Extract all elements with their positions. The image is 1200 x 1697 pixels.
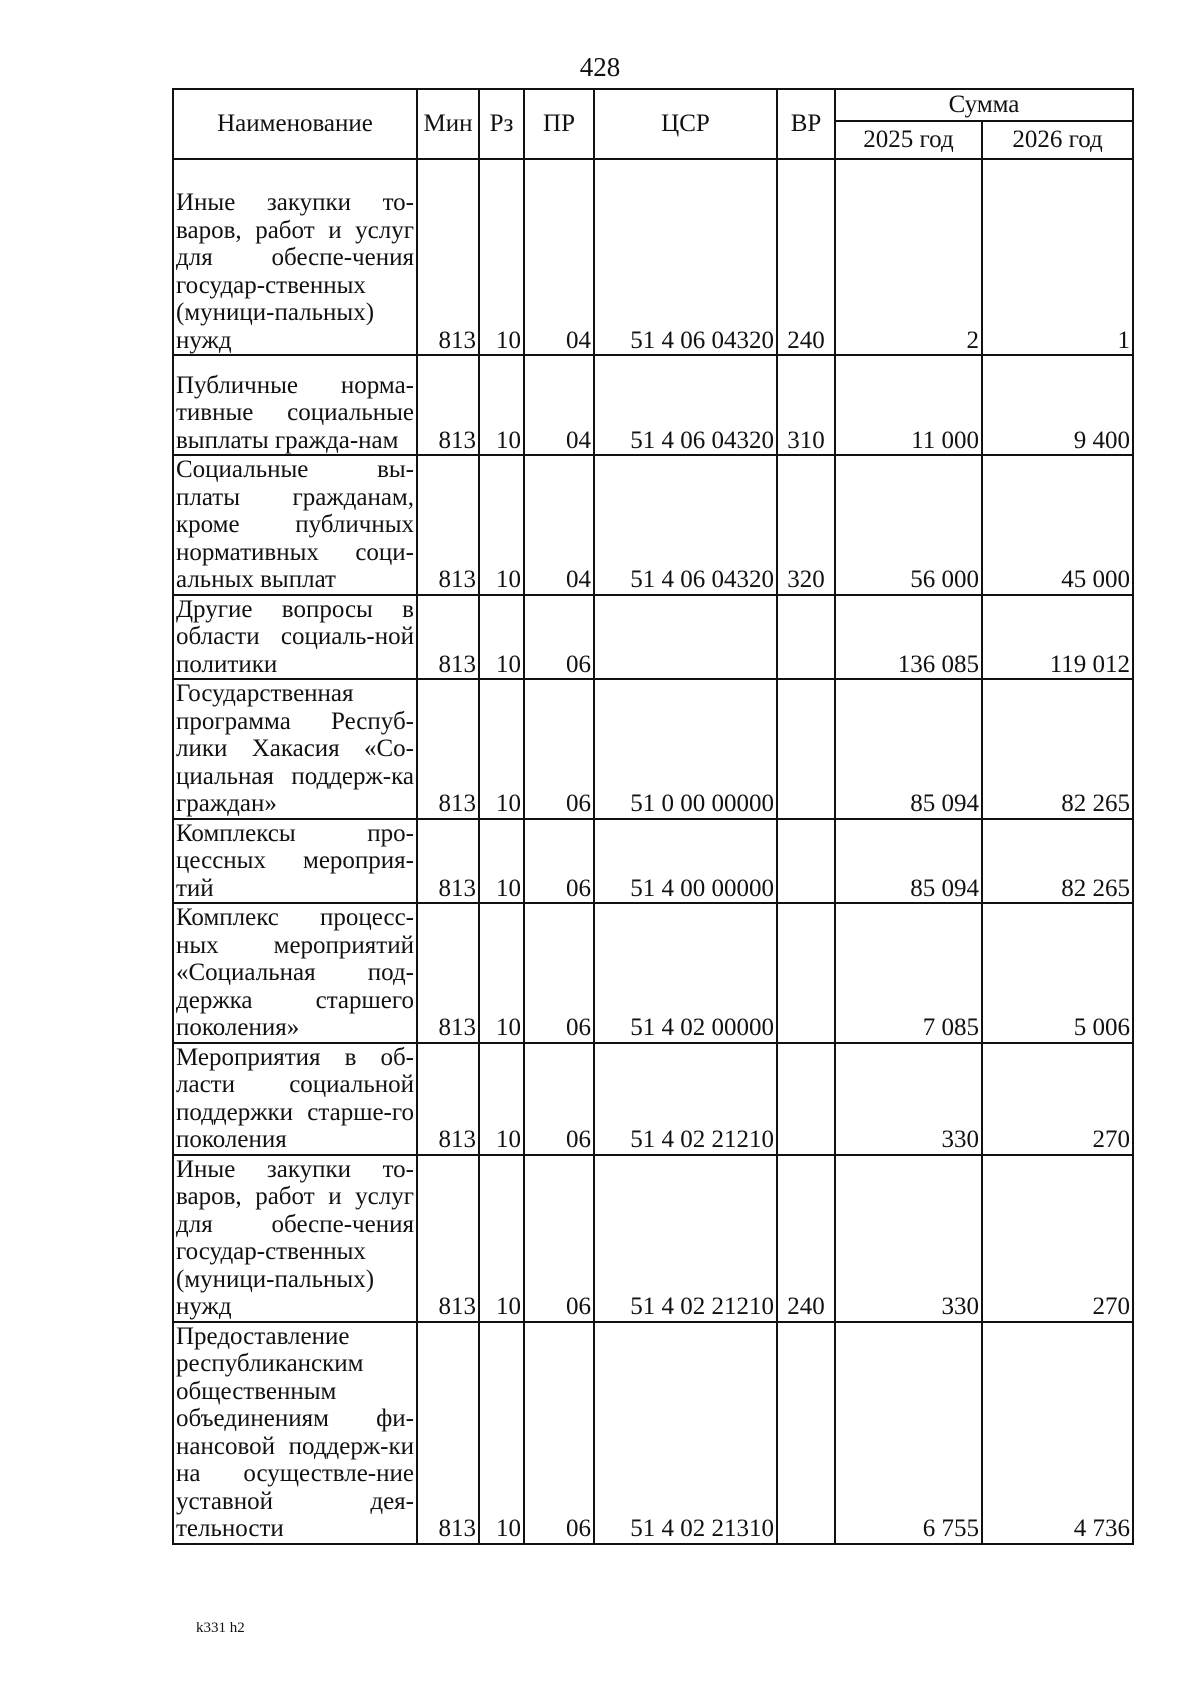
row-rz: 10 — [479, 355, 524, 455]
row-pr: 06 — [524, 679, 594, 819]
row-sum-2026: 270 — [982, 1043, 1133, 1155]
row-csr: 51 4 02 21210 — [594, 1043, 777, 1155]
row-sum-2026: 9 400 — [982, 355, 1133, 455]
row-name: Мероприятия в об-ласти социальной поддержки старше-го поколения — [173, 1043, 417, 1155]
row-sum-2026: 1 — [982, 159, 1133, 355]
row-name: Социальные вы-платы гражданам, кроме публичных нормативных соци-альных выплат — [173, 455, 417, 595]
table-row — [173, 679, 1133, 819]
row-pr: 04 — [524, 355, 594, 455]
header-sum: Сумма — [835, 89, 1133, 121]
row-vr — [777, 903, 835, 1043]
row-sum-2025: 11 000 — [835, 355, 982, 455]
header-rz: Рз — [479, 89, 524, 159]
row-name: Другие вопросы в области социаль-ной политики — [173, 595, 417, 680]
table-row — [173, 355, 1133, 455]
row-name: Государственная программа Респуб-лики Хакасия «Со-циальная поддерж-ка граждан» — [173, 679, 417, 819]
row-csr: 51 0 00 00000 — [594, 679, 777, 819]
row-sum-2025: 330 — [835, 1155, 982, 1322]
row-pr: 06 — [524, 1155, 594, 1322]
row-rz: 10 — [479, 1155, 524, 1322]
row-vr — [777, 679, 835, 819]
row-name: Иные закупки то-варов, работ и услуг для обеспе-чения государ-ственных (муници-пальных) нужд — [173, 159, 417, 355]
row-sum-2025: 56 000 — [835, 455, 982, 595]
row-sum-2025: 7 085 — [835, 903, 982, 1043]
row-sum-2025: 136 085 — [835, 595, 982, 680]
row-rz: 10 — [479, 679, 524, 819]
row-min: 813 — [417, 159, 479, 355]
row-vr — [777, 595, 835, 680]
row-vr: 320 — [777, 455, 835, 595]
header-row-top — [173, 89, 1133, 121]
row-sum-2025: 6 755 — [835, 1322, 982, 1544]
row-rz: 10 — [479, 819, 524, 904]
row-rz: 10 — [479, 595, 524, 680]
row-sum-2025: 85 094 — [835, 819, 982, 904]
row-min: 813 — [417, 1322, 479, 1544]
row-vr: 240 — [777, 159, 835, 355]
row-name: Комплексы про-цессных мероприя-тий — [173, 819, 417, 904]
row-min: 813 — [417, 903, 479, 1043]
row-pr: 04 — [524, 159, 594, 355]
row-csr: 51 4 06 04320 — [594, 159, 777, 355]
table-row — [173, 159, 1133, 355]
table-row — [173, 1322, 1133, 1544]
row-pr: 04 — [524, 455, 594, 595]
table-row — [173, 819, 1133, 904]
row-sum-2025: 330 — [835, 1043, 982, 1155]
row-rz: 10 — [479, 1322, 524, 1544]
row-pr: 06 — [524, 819, 594, 904]
row-csr: 51 4 02 21310 — [594, 1322, 777, 1544]
header-csr: ЦСР — [594, 89, 777, 159]
row-min: 813 — [417, 355, 479, 455]
table-row — [173, 1155, 1133, 1322]
row-pr: 06 — [524, 595, 594, 680]
row-min: 813 — [417, 1155, 479, 1322]
row-csr: 51 4 06 04320 — [594, 455, 777, 595]
row-csr — [594, 595, 777, 680]
row-min: 813 — [417, 819, 479, 904]
row-rz: 10 — [479, 1043, 524, 1155]
row-sum-2026: 82 265 — [982, 679, 1133, 819]
row-sum-2025: 85 094 — [835, 679, 982, 819]
row-name: Публичные норма-тивные социальные выплаты гражда-нам — [173, 355, 417, 455]
row-sum-2026: 82 265 — [982, 819, 1133, 904]
header-name: Наименование — [173, 89, 417, 159]
row-csr: 51 4 06 04320 — [594, 355, 777, 455]
row-pr: 06 — [524, 1322, 594, 1544]
row-pr: 06 — [524, 903, 594, 1043]
row-name: Комплекс процесс-ных мероприятий «Социальная под-держка старшего поколения» — [173, 903, 417, 1043]
header-min: Мин — [417, 89, 479, 159]
row-csr: 51 4 00 00000 — [594, 819, 777, 904]
row-vr — [777, 1043, 835, 1155]
row-sum-2026: 4 736 — [982, 1322, 1133, 1544]
header-year-2026: 2026 год — [982, 121, 1133, 159]
row-name: Иные закупки то-варов, работ и услуг для обеспе-чения государ-ственных (муници-пальных) нужд — [173, 1155, 417, 1322]
row-name: Предоставление республиканским общественным объединениям фи-нансовой поддерж-ки на осуществле-ние уставной дея-тельности — [173, 1322, 417, 1544]
header-year-2025: 2025 год — [835, 121, 982, 159]
row-sum-2026: 270 — [982, 1155, 1133, 1322]
row-min: 813 — [417, 1043, 479, 1155]
footer-code: k331 h2 — [196, 1620, 245, 1636]
row-min: 813 — [417, 595, 479, 680]
row-min: 813 — [417, 679, 479, 819]
row-vr: 310 — [777, 355, 835, 455]
row-sum-2026: 119 012 — [982, 595, 1133, 680]
table-row — [173, 455, 1133, 595]
table-body — [173, 159, 1133, 1544]
header-pr: ПР — [524, 89, 594, 159]
row-vr — [777, 819, 835, 904]
row-sum-2026: 5 006 — [982, 903, 1133, 1043]
table-row — [173, 595, 1133, 680]
row-vr — [777, 1322, 835, 1544]
row-sum-2026: 45 000 — [982, 455, 1133, 595]
row-csr: 51 4 02 21210 — [594, 1155, 777, 1322]
row-rz: 10 — [479, 903, 524, 1043]
table-row — [173, 903, 1133, 1043]
page-number: 428 — [579, 52, 621, 82]
row-rz: 10 — [479, 159, 524, 355]
row-min: 813 — [417, 455, 479, 595]
row-csr: 51 4 02 00000 — [594, 903, 777, 1043]
row-sum-2025: 2 — [835, 159, 982, 355]
row-rz: 10 — [479, 455, 524, 595]
budget-table — [172, 88, 1134, 1545]
row-pr: 06 — [524, 1043, 594, 1155]
header-vr: ВР — [777, 89, 835, 159]
table-row — [173, 1043, 1133, 1155]
row-vr: 240 — [777, 1155, 835, 1322]
